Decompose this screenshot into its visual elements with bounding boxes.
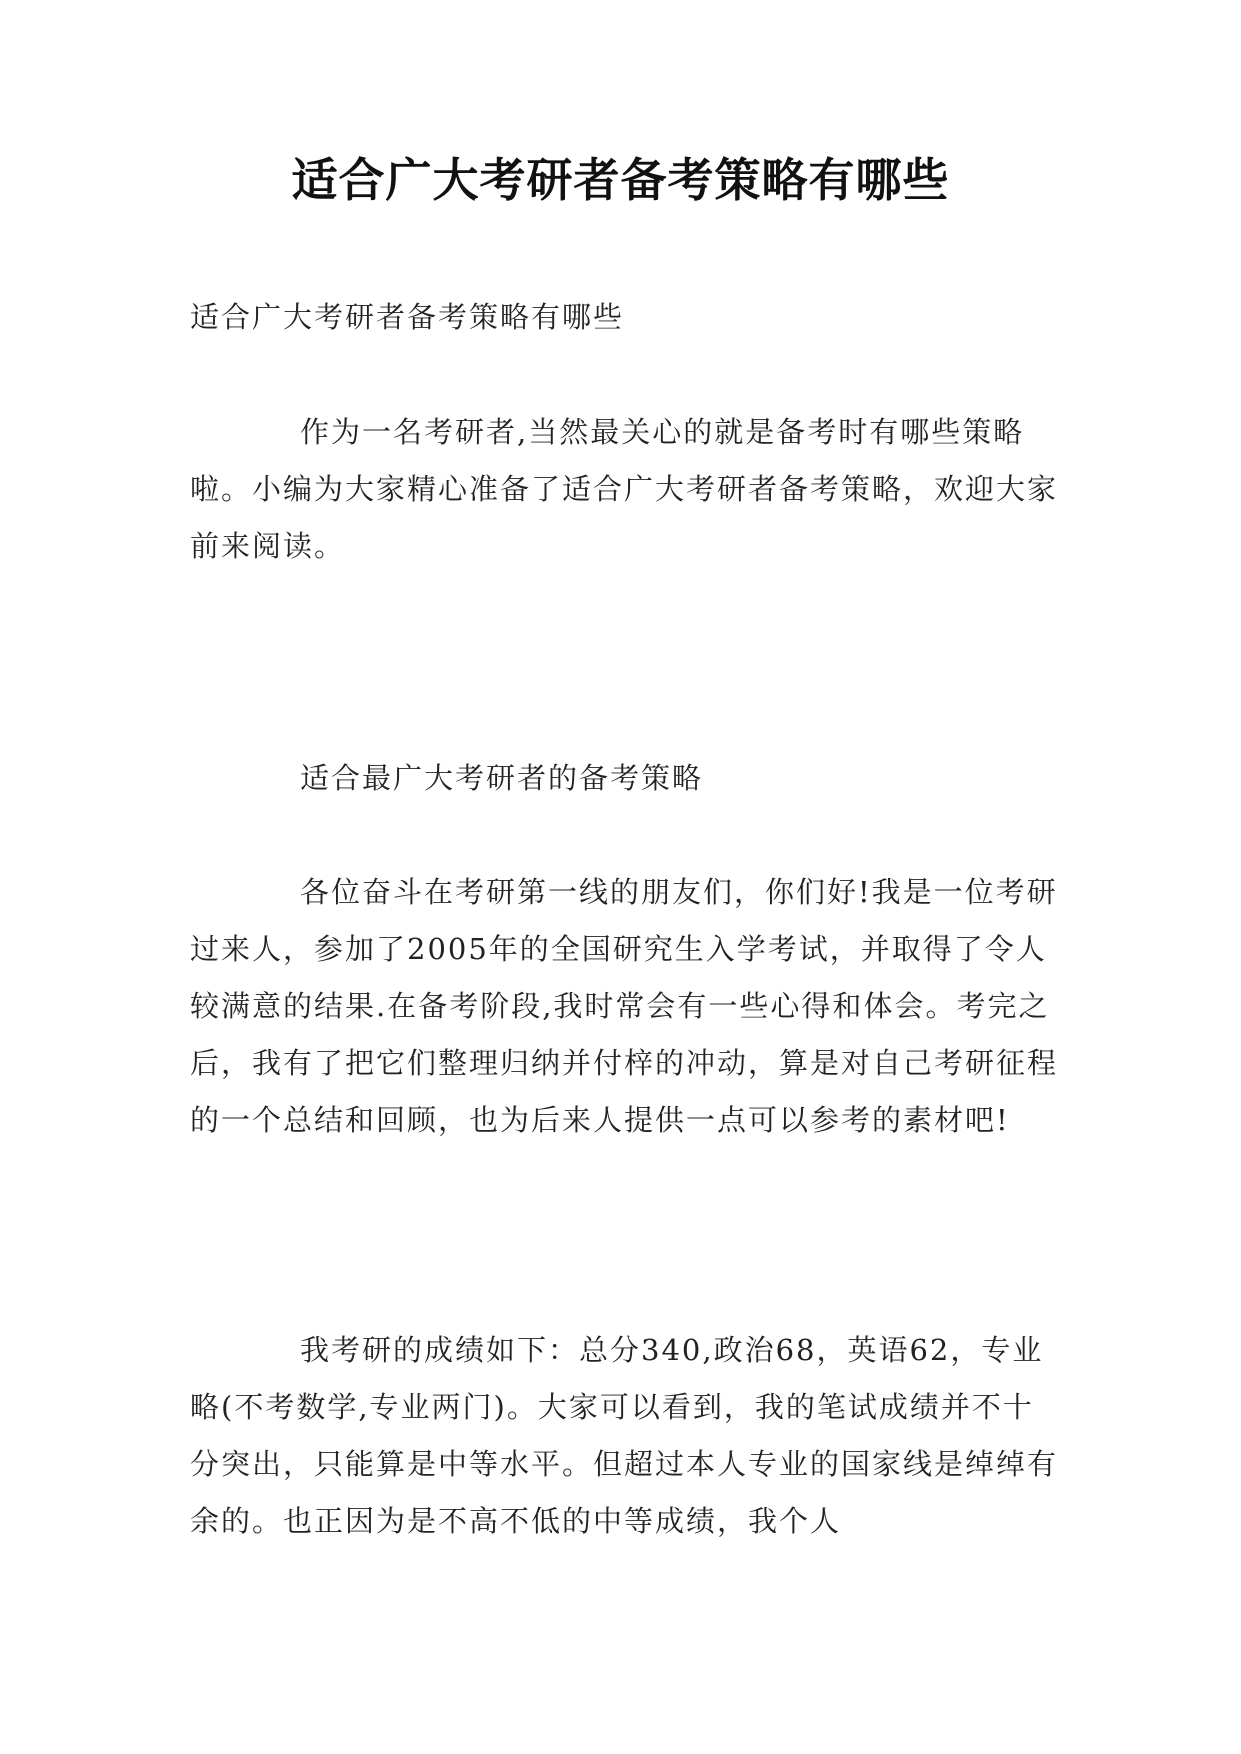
document-subtitle: 适合广大考研者备考策略有哪些: [190, 300, 625, 334]
document-title: 适合广大考研者备考策略有哪些: [291, 153, 950, 207]
section-heading-text: 适合最广大考研者的备考策略: [300, 761, 704, 795]
scores-paragraph: [190, 1322, 1060, 1550]
intro-paragraph: [190, 404, 1060, 575]
section-heading: [190, 750, 1060, 807]
greeting-paragraph: [190, 864, 1060, 1149]
paragraph-text: 各位奋斗在考研第一线的朋友们，你们好!我是一位考研过来人，参加了2005年的全国研究生入学考试，并取得了令人较满意的结果.在备考阶段,我时常会有一些心得和体会。考完之后，我有了把它们整理归纳并付梓的冲动，算是对自己考研征程的一个总结和回顾，也为后来人提供一点可以参考的素材吧!: [190, 875, 1059, 1137]
paragraph-text: 作为一名考研者,当然最关心的就是备考时有哪些策略啦。小编为大家精心准备了适合广大考研者备考策略，欢迎大家前来阅读。: [190, 415, 1059, 563]
paragraph-text: 我考研的成绩如下：总分340,政治68，英语62，专业略(不考数学,专业两门)。大家可以看到，我的笔试成绩并不十分突出，只能算是中等水平。但超过本人专业的国家线是绰绰有余的。也正因为是不高不低的中等成绩，我个人: [190, 1333, 1059, 1538]
